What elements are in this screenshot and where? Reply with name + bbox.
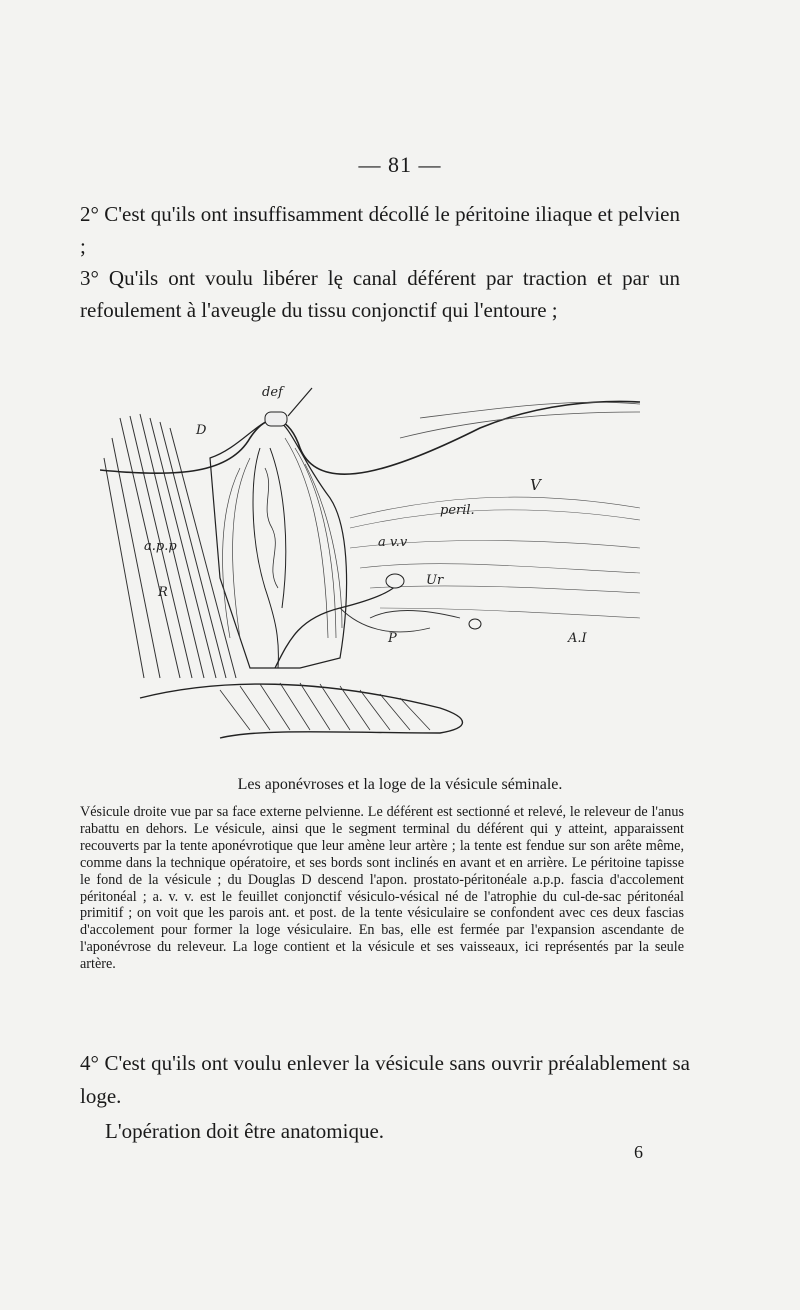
vesicle-tent xyxy=(210,420,347,668)
figure-caption: Vésicule droite vue par sa face externe pelvienne. Le déférent est sectionné et relevé, le releveur de l'anus rabattu en dehors. Le vésicule, ainsi que le segment terminal du déférent qui y atteint, apparaissent recouverts par la tente aponévrotique que leur amène leur artère ; la tente est fendue sur son arête même, comme dans la technique opératoire, et ses bords sont inclinés en avant et en arrière. Le péritoine tapisse le fond de la vésicule ; du Douglas D descend l'apon. prostato-péritonéale a.p.p. fascia d'accolement péritonéal ; a. v. v. est le feuillet conjonctif vésiculo-vésical né de l'atrophie du cul-de-sac péritonéal primitif ; on voit que les parois ant. et post. de la tente vésiculaire se confondent avec ces deux fascias d'accolement pour former la loge vésiculaire. En bas, elle est fermée par l'expansion ascendante de l'aponévrose du releveur. La loge contient et la vésicule et ses vaisseaux, ici représentés par la seule artère. xyxy=(80,804,684,973)
page-header-number: — 81 — xyxy=(358,152,442,177)
label-ur: Ur xyxy=(426,573,444,588)
label-p: P xyxy=(388,631,397,646)
paragraph-3: 3° Qu'ils ont voulu libérer lę canal déférent par traction et par un refoulement à l'aveugle du tissu conjonctif qui l'entoure ; xyxy=(80,266,680,322)
label-v: V xyxy=(530,476,541,494)
deferent-pointer xyxy=(288,388,312,416)
label-avv: a v.v xyxy=(378,535,408,550)
peritoneum-line xyxy=(100,401,640,474)
paragraph-2: 2° C'est qu'ils ont insuffisamment décollé le péritoine iliaque et pelvien ; xyxy=(80,202,680,258)
vesicle-lobes xyxy=(253,448,286,668)
label-app: a.p.p xyxy=(144,539,177,554)
label-peril: peril. xyxy=(440,503,475,518)
signature-number: 6 xyxy=(634,1142,643,1162)
artery xyxy=(275,578,400,668)
anatomical-illustration xyxy=(100,378,660,763)
paragraph-4: 4° C'est qu'ils ont voulu enlever la vésicule sans ouvrir préalablement sa loge. xyxy=(80,1051,690,1108)
label-def: def xyxy=(262,385,283,400)
bladder-hatching xyxy=(350,497,640,618)
figure-title: Les aponévroses et la loge de la vésicule séminale. xyxy=(237,776,563,793)
label-r: R xyxy=(158,585,168,600)
label-ai: A.I xyxy=(568,631,587,646)
levator-roll xyxy=(140,684,463,738)
vessel-stub xyxy=(469,619,481,629)
label-d: D xyxy=(196,423,207,438)
deferent-stub xyxy=(265,412,287,426)
ureter-stub xyxy=(386,574,404,588)
paragraph-conclusion: L'opération doit être anatomique. xyxy=(105,1119,385,1143)
